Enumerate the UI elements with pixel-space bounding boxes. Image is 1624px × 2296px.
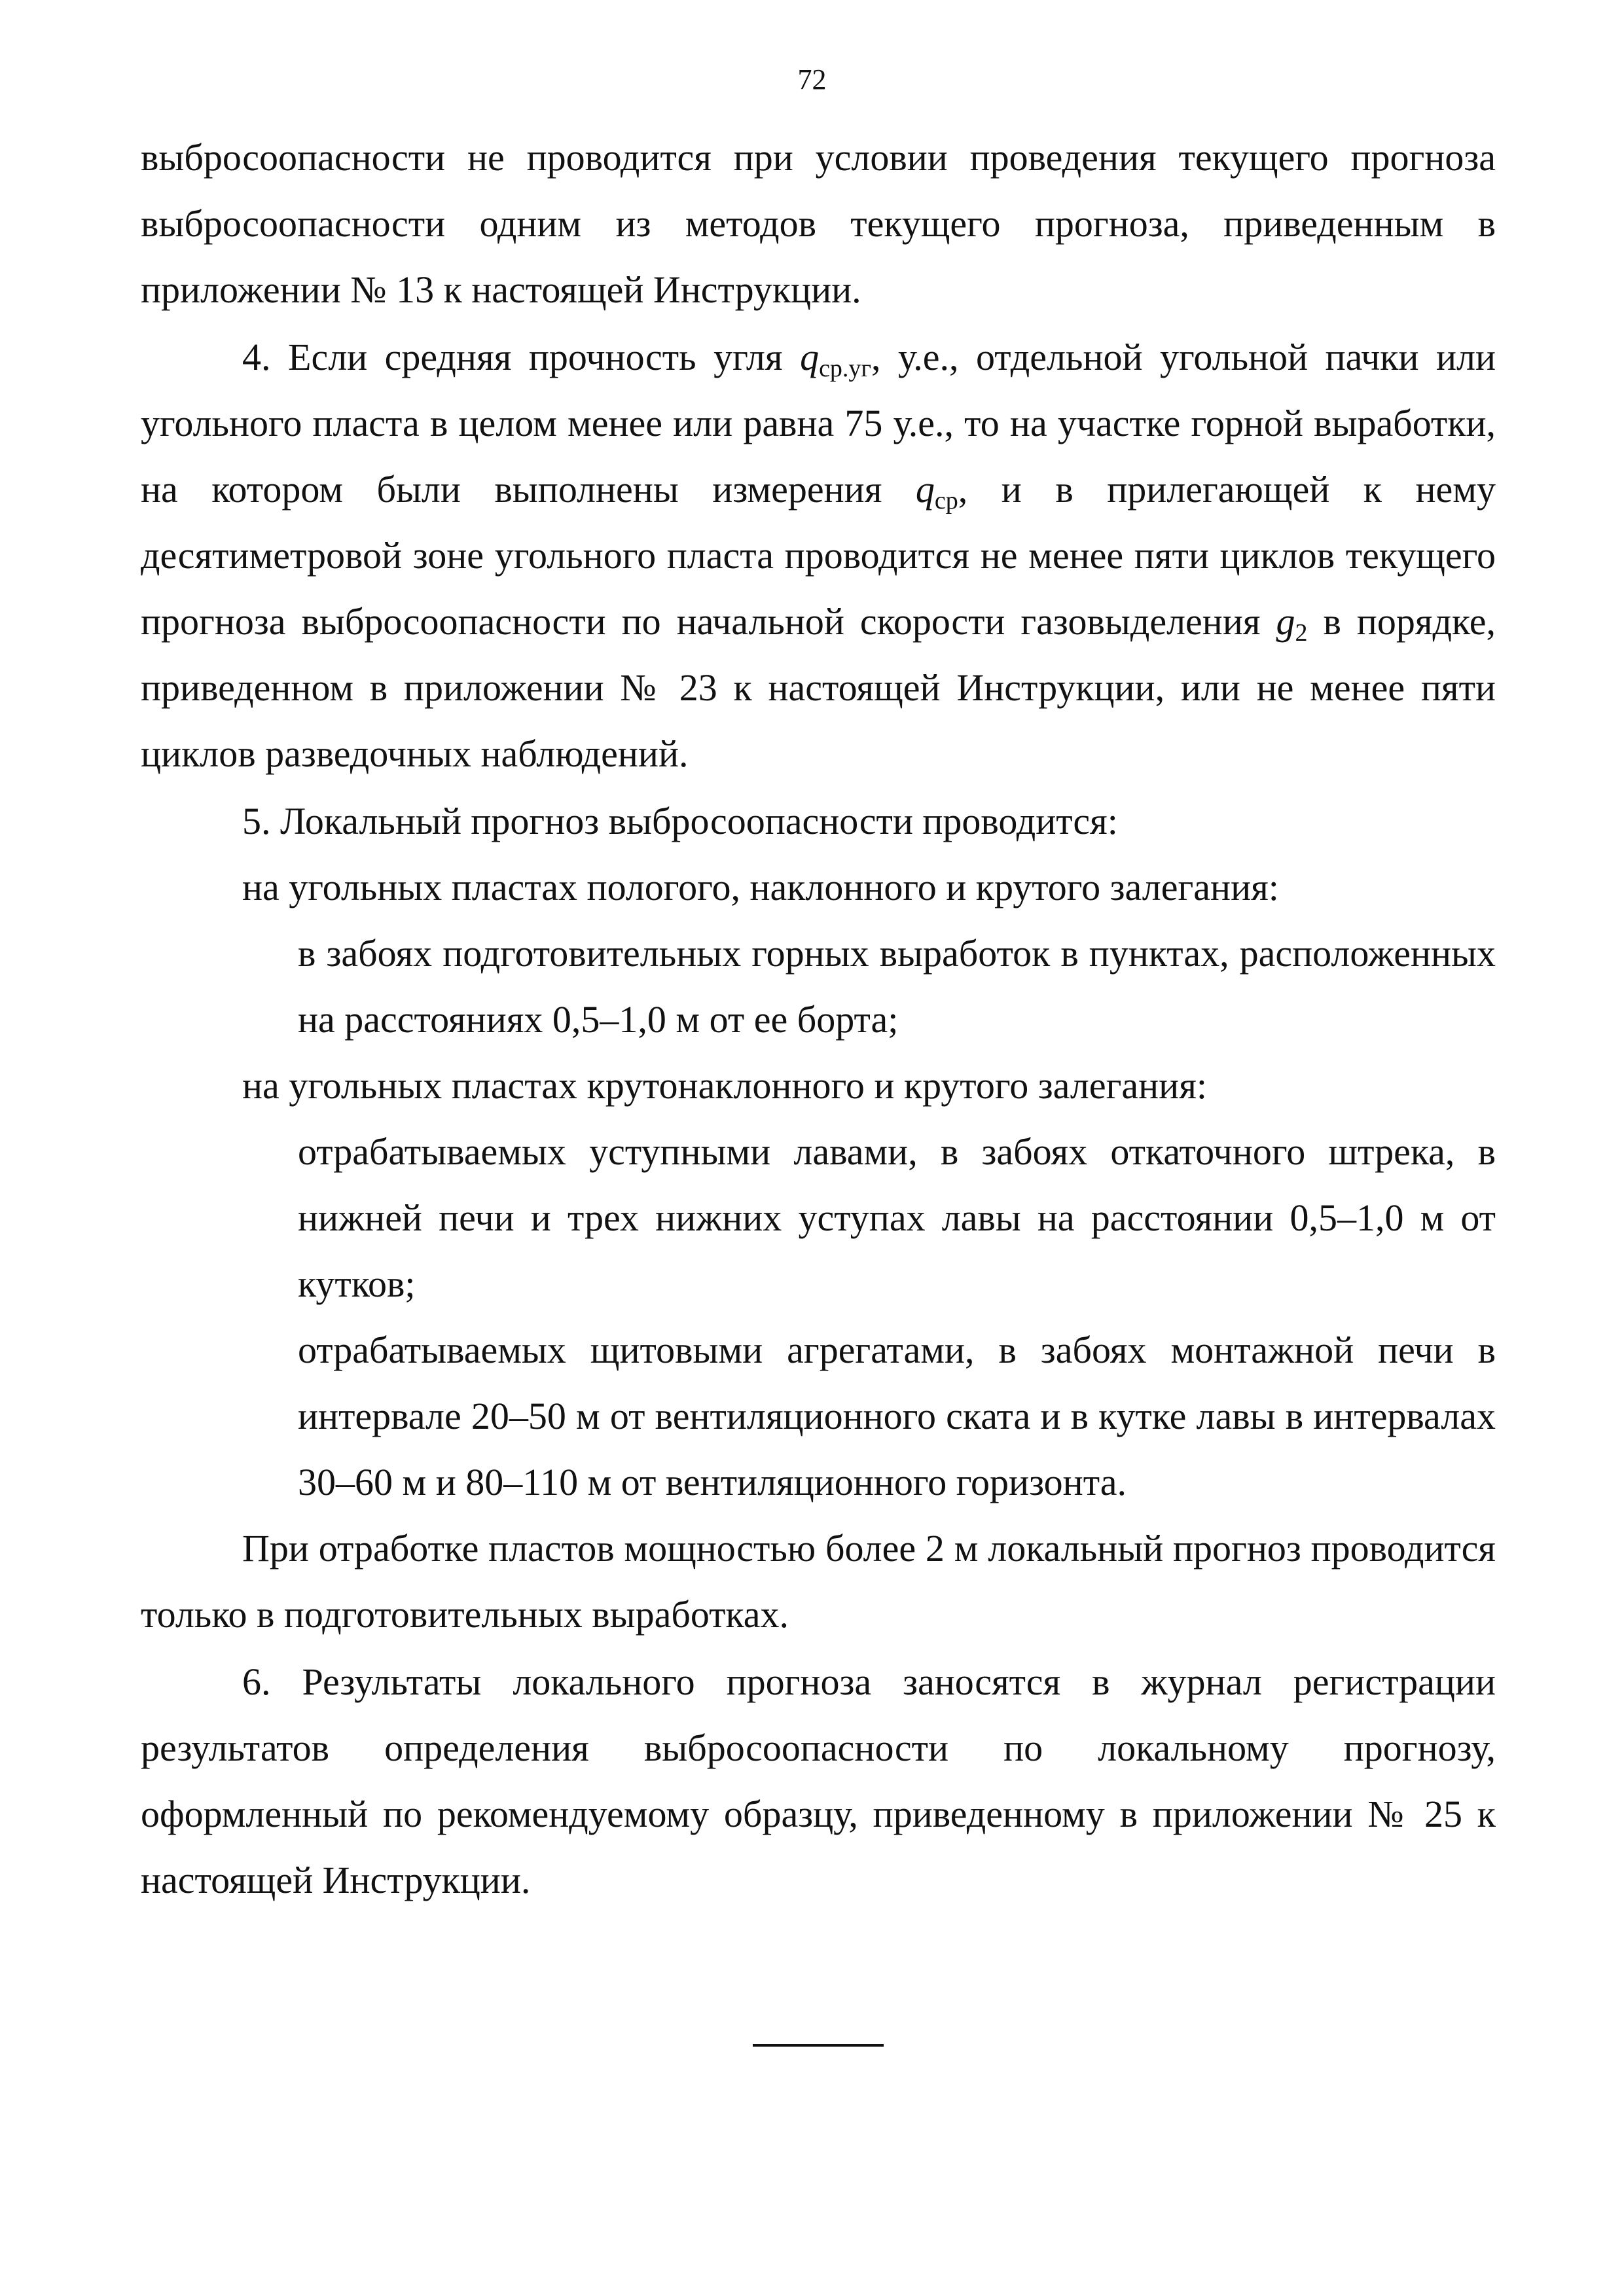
p4-text-d: в порядке, приведенном в приложении № 23 к настоящей Инструкции, или не менее пяти циклов разведочных наблюдений.: [141, 600, 1496, 775]
paragraph-continuation: выбросоопасности не проводится при условии проведения текущего прогноза выбросоопасности одним из методов текущего прогноза, приведенным в приложении № 13 к настоящей Инструкции.: [141, 136, 1496, 311]
paragraph-item-4: [141, 324, 1496, 787]
document-body: [141, 124, 1496, 1913]
end-of-text-rule: [753, 2044, 884, 2047]
q-subscript-sr-ug: ср.уг: [819, 355, 872, 382]
list-level1-flat-seams: на угольных пластах пологого, наклонного и крутого залегания:: [242, 866, 1279, 908]
g-subscript: 2: [1295, 619, 1308, 647]
p4-text-c: , и в прилегающей к нему десятиметровой зоне угольного пласта проводится не менее пяти циклов текущего прогноза выбросоопасности по начальной скорости газовыделения: [141, 468, 1496, 643]
q-subscript-sr: ср: [934, 487, 958, 514]
p4-text-b: , у.е., отдельной угольной пачки или угольного пласта в целом менее или равна 75 у.е., то на участке горной выработки, на котором были выполнены измерения: [141, 336, 1496, 511]
p4-text-a: 4. Если средняя прочность угля: [242, 336, 801, 378]
list-level2-shield-units: отрабатываемых щитовыми агрегатами, в забоях монтажной печи в интервале 20–50 м от вентиляционного ската и в кутке лавы в интервалах 30–60 м и 80–110 м от вентиляционного горизонта.: [298, 1329, 1496, 1503]
paragraph-item-5: 5. Локальный прогноз выбросоопасности проводится:: [242, 800, 1118, 842]
q-variable-2: q: [915, 468, 935, 511]
paragraph-item-6: 6. Результаты локального прогноза заносятся в журнал регистрации результатов определения выбросоопасности по локальному прогнозу, оформленный по рекомендуемому образцу, приведенному в приложении № 25 к настоящей Инструкции.: [141, 1660, 1496, 1901]
list-level1-steep-seams: на угольных пластах крутонаклонного и крутого залегания:: [242, 1064, 1207, 1107]
paragraph-note-thick-seams: При отработке пластов мощностью более 2 м локальный прогноз проводится только в подготовительных выработках.: [141, 1527, 1496, 1636]
page-number: 72: [797, 63, 827, 96]
list-level2-step-longwalls: отрабатываемых уступными лавами, в забоях откаточного штрека, в нижней печи и трех нижних уступах лавы на расстоянии 0,5–1,0 м от кутков;: [298, 1130, 1496, 1305]
list-level2-preparatory-faces: в забоях подготовительных горных выработок в пунктах, расположенных на расстояниях 0,5–1,0 м от ее борта;: [298, 932, 1496, 1041]
g-variable: g: [1276, 600, 1295, 643]
q-variable: q: [800, 336, 820, 378]
